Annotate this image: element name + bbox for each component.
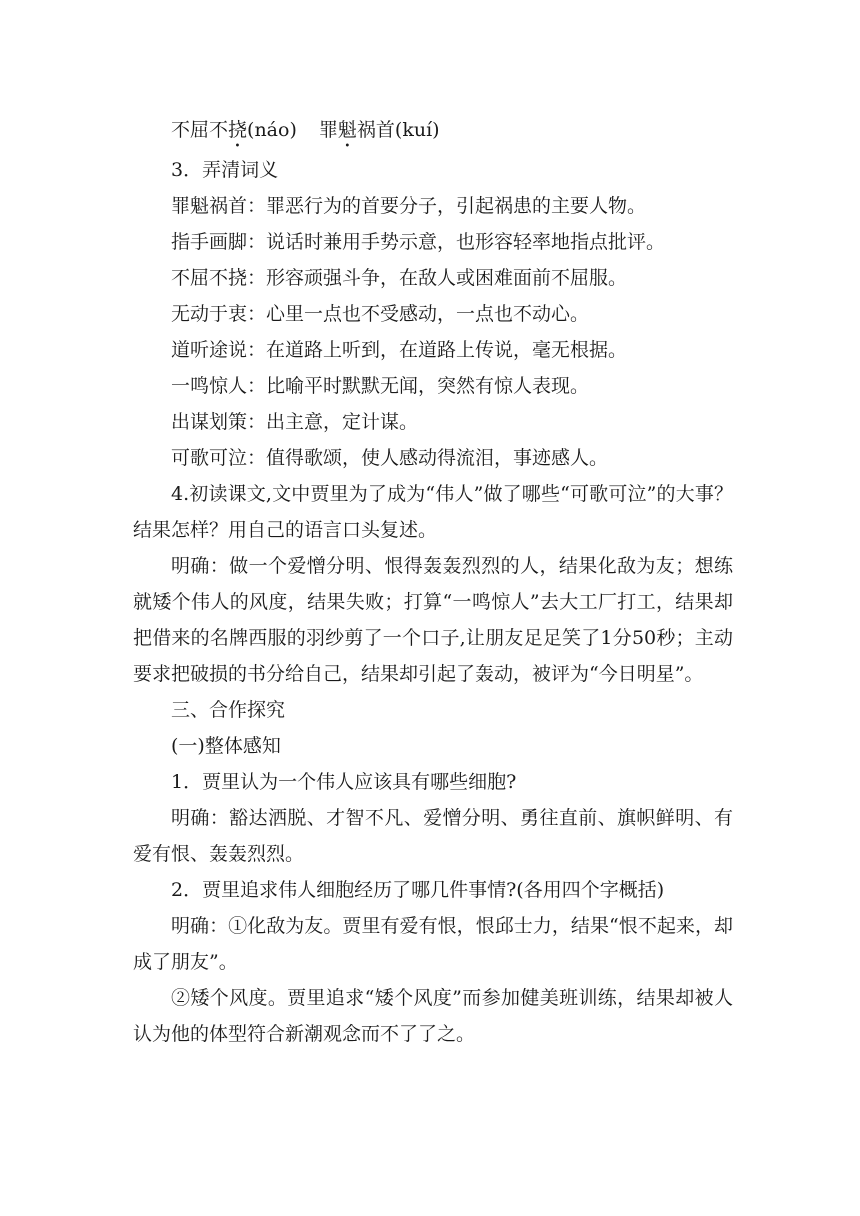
definition-wudongyuzhong: 无动于衷：心里一点也不受感动，一点也不动心。 [171,303,590,325]
definition-zuikuihuoshou: 罪魁祸首：罪恶行为的首要分子，引起祸患的主要人物。 [171,195,647,217]
definition-buqubunao: 不屈不挠：形容顽强斗争，在敌人或困难面前不屈服。 [171,267,628,289]
word-2-dotted-char: 魁 [337,119,357,141]
section-heading-cooperative-inquiry: 三、合作探究 [171,699,286,721]
word-1-dotted-char: 挠 [228,119,248,141]
word-2-suffix: 祸首 [356,119,395,141]
answer-2-part-1: 明确：①化敌为友。贾里有爱有恨，恨邱士力，结果“恨不起来，却成了朋友”。 [133,915,733,973]
word-1-pinyin: (náo) [247,119,297,141]
document-page [133,112,733,1052]
definition-yimingjingren: 一鸣惊人：比喻平时默默无闻，突然有惊人表现。 [171,375,590,397]
answer-1: 明确：豁达洒脱、才智不凡、爱憎分明、勇往直前、旗帜鲜明、有爱有恨、轰轰烈烈。 [133,807,733,865]
word-2-pinyin: (kuí) [394,119,440,141]
definition-zhishouhuajiao: 指手画脚：说话时兼用手势示意，也形容轻率地指点批评。 [171,231,666,253]
answer-4: 明确：做一个爱憎分明、恨得轰轰烈烈的人，结果化敌为友；想练就矮个伟人的风度，结果失败；打算“一鸣惊人”去大工厂打工，结果却把借来的名牌西服的羽纱剪了一个口子,让朋友足足笑了1分50秒；主动要求把破损的书分给自己，结果却引起了轰动，被评为“今日明星”。 [133,555,733,685]
question-2: 2．贾里追求伟人细胞经历了哪几件事情?(各用四个字概括) [171,879,665,901]
subsection-heading-overall-perception: (一)整体感知 [171,735,281,757]
question-4: 4.初读课文,文中贾里为了成为“伟人”做了哪些“可歌可泣”的大事？结果怎样？用自己的语言口头复述。 [133,483,733,541]
definition-daotingtushuo: 道听途说：在道路上听到，在道路上传说，毫无根据。 [171,339,628,361]
word-1-prefix: 不屈不 [171,119,229,141]
question-1: 1．贾里认为一个伟人应该具有哪些细胞? [171,771,517,793]
definition-chumouhuace: 出谋划策：出主意，定计谋。 [171,411,419,433]
pinyin-line [133,112,733,152]
answer-2-part-2: ②矮个风度。贾里追求“矮个风度”而参加健美班训练，结果却被人认为他的体型符合新潮观念而不了了之。 [133,987,733,1045]
definition-kegekeqi: 可歌可泣：值得歌颂，使人感动得流泪，事迹感人。 [171,447,609,469]
section-heading-word-meaning: 3．弄清词义 [171,159,279,181]
word-2-prefix: 罪 [318,119,338,141]
